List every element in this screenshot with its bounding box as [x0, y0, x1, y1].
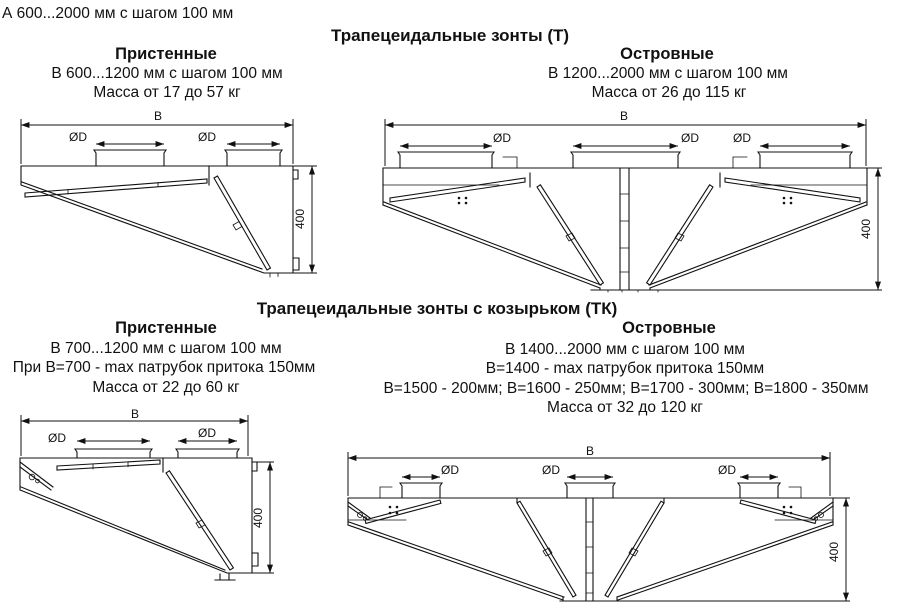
filter-panels	[390, 173, 860, 285]
b-dimension-label: B	[585, 444, 595, 458]
b-dimension-label: B	[619, 109, 629, 123]
visor-detail	[20, 462, 53, 490]
duct-dimension-right	[178, 426, 237, 441]
rivet-dots	[458, 197, 793, 205]
height-dimension-label: 400	[251, 507, 265, 529]
section2-right-heading: Островные	[622, 319, 716, 337]
duct-dimension-left	[402, 463, 459, 477]
b-dimension-label: B	[130, 407, 140, 421]
duct-dimension-left	[48, 431, 150, 445]
spec-line: В 600...1200 мм с шагом 100 мм	[51, 65, 283, 82]
rivet-dots	[389, 506, 793, 515]
spec-line: Масса от 26 до 115 кг	[591, 84, 747, 101]
drawing-island-hood-t	[376, 106, 891, 296]
b-dimension	[21, 109, 293, 164]
center-post	[586, 498, 593, 601]
filter-panels	[25, 166, 271, 270]
duct-dimension-left	[69, 130, 164, 144]
spec-line: В 1200...2000 мм с шагом 100 мм	[548, 65, 788, 82]
height-dimension	[668, 168, 882, 290]
duct-dimension-center	[542, 463, 613, 477]
top-note: А 600...2000 мм с шагом 100 мм	[2, 5, 234, 22]
duct-diameter-label: ØD	[198, 426, 216, 440]
height-dimension	[622, 498, 850, 601]
height-dimension	[293, 166, 317, 273]
spec-line: В 1400...2000 мм с шагом 100 мм	[505, 341, 745, 358]
height-dimension-label: 400	[293, 208, 307, 230]
duct-diameter-label: ØD	[542, 463, 560, 477]
duct-stubs	[75, 449, 239, 458]
b-dimension	[385, 109, 866, 166]
duct-stubs	[398, 152, 852, 168]
spec-line: При В=700 - max патрубок притока 150мм	[12, 359, 316, 376]
duct-stubs	[94, 150, 282, 166]
duct-dimension-right	[733, 131, 850, 146]
drawing-island-hood-tk	[338, 444, 863, 612]
section2-left-heading: Пристенные	[115, 319, 217, 337]
b-dimension	[348, 444, 830, 496]
duct-dimension-right	[198, 130, 280, 144]
duct-diameter-label: ØD	[681, 131, 699, 145]
section1-title: Трапецеидальные зонты (Т)	[330, 26, 570, 45]
spec-line: Масса от 17 до 57 кг	[93, 84, 241, 101]
filter-panels	[365, 498, 816, 597]
spec-line: В=1400 - max патрубок притока 150мм	[485, 360, 765, 377]
section1-left-heading: Пристенные	[115, 45, 217, 63]
duct-diameter-label: ØD	[441, 463, 459, 477]
drawing-wall-hood-t	[8, 106, 328, 296]
hood-body	[348, 498, 833, 601]
duct-dimension-center	[573, 131, 699, 146]
duct-diameter-label: ØD	[718, 463, 736, 477]
height-dimension-label: 400	[827, 541, 841, 563]
height-dimension-label: 400	[859, 218, 873, 240]
hood-body	[20, 458, 258, 580]
hood-body	[383, 168, 867, 292]
duct-diameter-label: ØD	[69, 130, 87, 144]
duct-diameter-label: ØD	[48, 431, 66, 445]
spec-line: В=1500 - 200мм; В=1600 - 250мм; В=1700 - 300мм; В=1800 - 350мм	[383, 380, 869, 397]
section2-title: Трапецеидальные зонты с козырьком (ТК)	[256, 299, 618, 318]
height-dimension	[251, 462, 274, 573]
duct-dimension-right	[718, 463, 778, 477]
spec-line: Масса от 32 до 120 кг	[547, 399, 703, 416]
duct-diameter-label: ØD	[493, 131, 511, 145]
section1-right-heading: Островные	[620, 45, 714, 63]
duct-dimension-left	[400, 131, 511, 146]
spec-line: Масса от 22 до 60 кг	[92, 379, 240, 396]
duct-diameter-label: ØD	[733, 131, 751, 145]
center-post	[620, 168, 629, 290]
spec-line: В 700...1200 мм с шагом 100 мм	[50, 340, 282, 357]
drawing-wall-hood-tk	[8, 408, 298, 608]
duct-stubs	[380, 483, 801, 498]
b-dimension-label: B	[153, 109, 163, 123]
filter-panels	[57, 458, 233, 570]
duct-diameter-label: ØD	[198, 130, 216, 144]
